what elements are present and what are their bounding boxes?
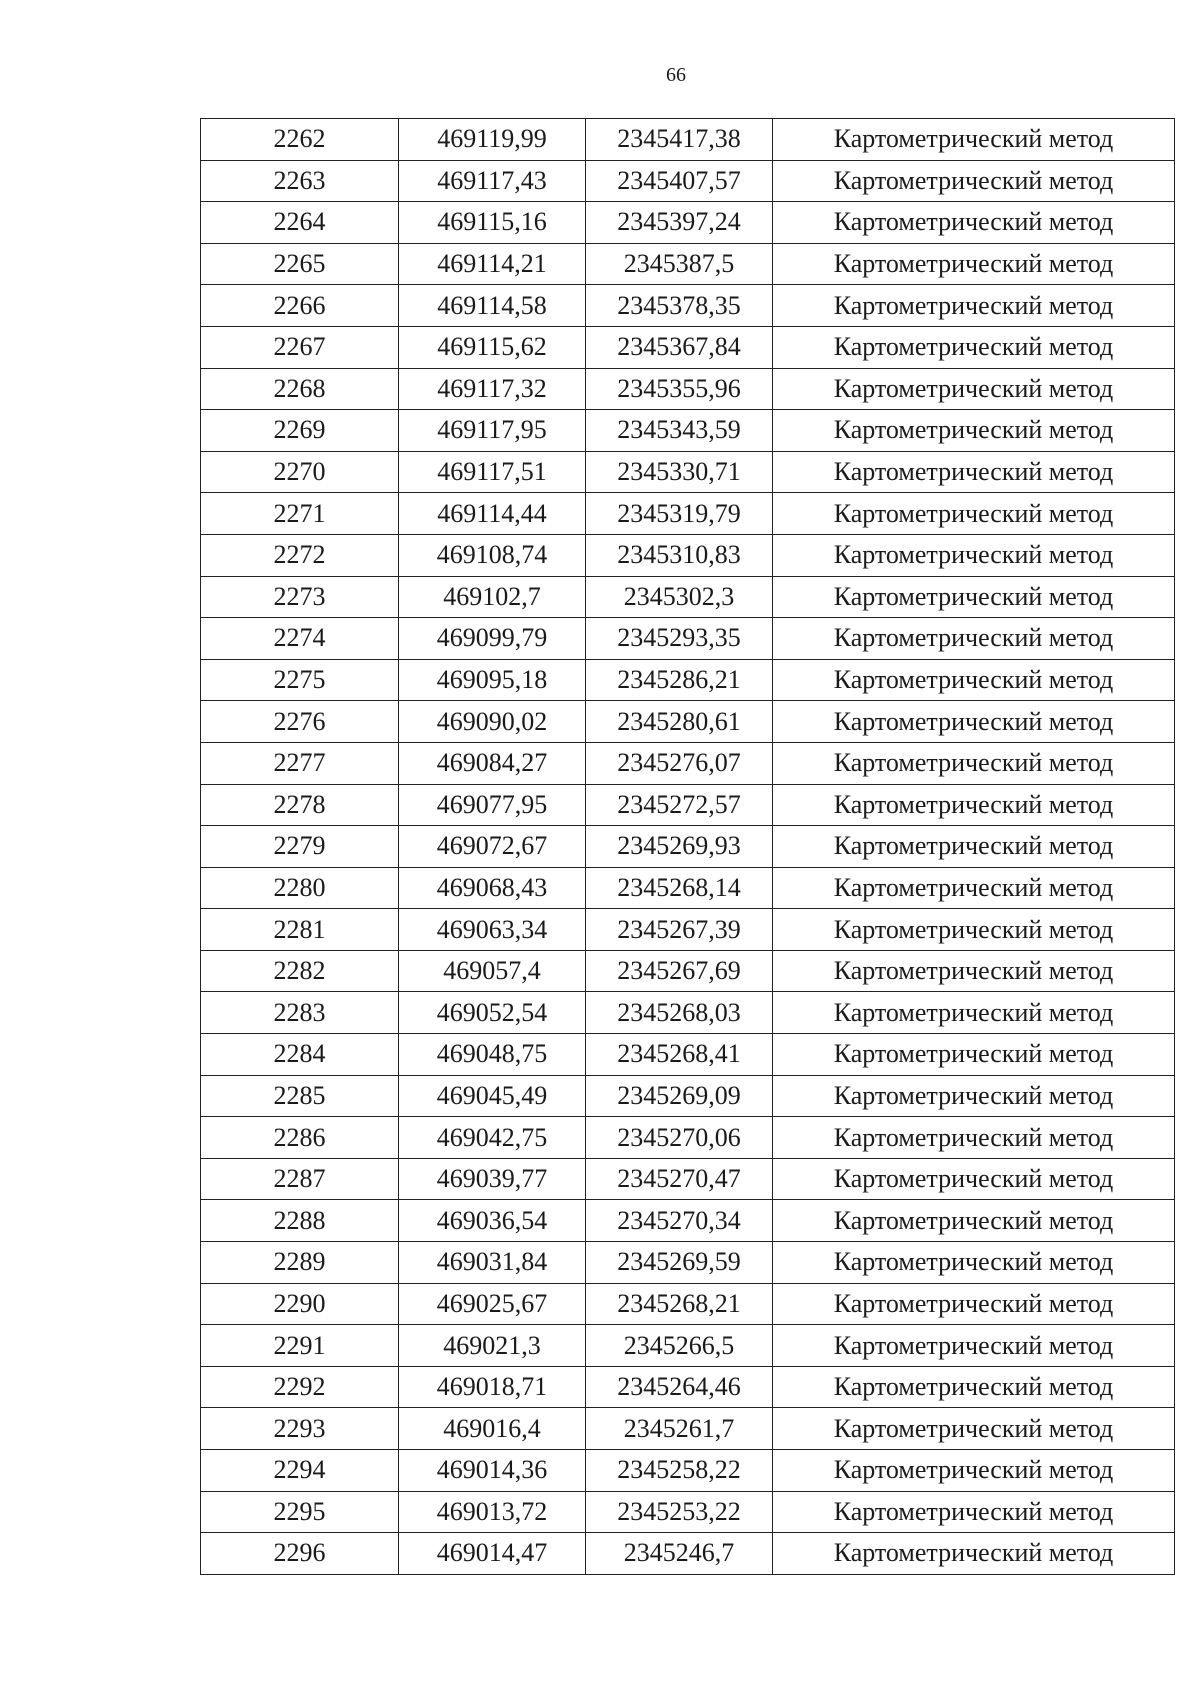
point-number-cell: 2281 — [201, 909, 399, 951]
y-coordinate-cell: 2345280,61 — [586, 701, 773, 743]
point-number-cell: 2296 — [201, 1533, 399, 1575]
x-coordinate-cell: 469117,43 — [399, 160, 586, 202]
y-coordinate-cell: 2345397,24 — [586, 202, 773, 244]
table-row — [201, 160, 1175, 202]
y-coordinate-cell: 2345253,22 — [586, 1491, 773, 1533]
y-coordinate-cell: 2345270,47 — [586, 1158, 773, 1200]
x-coordinate-cell: 469018,71 — [399, 1366, 586, 1408]
point-number-cell: 2276 — [201, 701, 399, 743]
x-coordinate-cell: 469108,74 — [399, 534, 586, 576]
x-coordinate-cell: 469039,77 — [399, 1158, 586, 1200]
table-row — [201, 1450, 1175, 1492]
point-number-cell: 2294 — [201, 1450, 399, 1492]
y-coordinate-cell: 2345264,46 — [586, 1366, 773, 1408]
method-cell: Картометрический метод — [773, 285, 1175, 327]
table-row — [201, 243, 1175, 285]
table-row — [201, 742, 1175, 784]
y-coordinate-cell: 2345417,38 — [586, 119, 773, 161]
x-coordinate-cell: 469045,49 — [399, 1075, 586, 1117]
table-row — [201, 451, 1175, 493]
x-coordinate-cell: 469013,72 — [399, 1491, 586, 1533]
table-row — [201, 410, 1175, 452]
table-row — [201, 1533, 1175, 1575]
table-row — [201, 1283, 1175, 1325]
y-coordinate-cell: 2345258,22 — [586, 1450, 773, 1492]
point-number-cell: 2280 — [201, 867, 399, 909]
y-coordinate-cell: 2345269,93 — [586, 826, 773, 868]
point-number-cell: 2291 — [201, 1325, 399, 1367]
x-coordinate-cell: 469114,58 — [399, 285, 586, 327]
y-coordinate-cell: 2345266,5 — [586, 1325, 773, 1367]
point-number-cell: 2279 — [201, 826, 399, 868]
y-coordinate-cell: 2345261,7 — [586, 1408, 773, 1450]
x-coordinate-cell: 469063,34 — [399, 909, 586, 951]
table-row — [201, 784, 1175, 826]
method-cell: Картометрический метод — [773, 1450, 1175, 1492]
table-row — [201, 326, 1175, 368]
y-coordinate-cell: 2345330,71 — [586, 451, 773, 493]
x-coordinate-cell: 469117,32 — [399, 368, 586, 410]
method-cell: Картометрический метод — [773, 992, 1175, 1034]
point-number-cell: 2284 — [201, 1034, 399, 1076]
point-number-cell: 2266 — [201, 285, 399, 327]
x-coordinate-cell: 469014,36 — [399, 1450, 586, 1492]
point-number-cell: 2272 — [201, 534, 399, 576]
method-cell: Картометрический метод — [773, 618, 1175, 660]
method-cell: Картометрический метод — [773, 1283, 1175, 1325]
y-coordinate-cell: 2345286,21 — [586, 659, 773, 701]
x-coordinate-cell: 469114,21 — [399, 243, 586, 285]
x-coordinate-cell: 469090,02 — [399, 701, 586, 743]
point-number-cell: 2283 — [201, 992, 399, 1034]
y-coordinate-cell: 2345293,35 — [586, 618, 773, 660]
x-coordinate-cell: 469115,62 — [399, 326, 586, 368]
table-row — [201, 867, 1175, 909]
table-row — [201, 701, 1175, 743]
method-cell: Картометрический метод — [773, 368, 1175, 410]
table-body — [201, 119, 1175, 1575]
method-cell: Картометрический метод — [773, 534, 1175, 576]
point-number-cell: 2273 — [201, 576, 399, 618]
x-coordinate-cell: 469014,47 — [399, 1533, 586, 1575]
point-number-cell: 2275 — [201, 659, 399, 701]
point-number-cell: 2290 — [201, 1283, 399, 1325]
point-number-cell: 2270 — [201, 451, 399, 493]
y-coordinate-cell: 2345319,79 — [586, 493, 773, 535]
point-number-cell: 2292 — [201, 1366, 399, 1408]
x-coordinate-cell: 469084,27 — [399, 742, 586, 784]
table-row — [201, 368, 1175, 410]
table-row — [201, 992, 1175, 1034]
y-coordinate-cell: 2345267,69 — [586, 950, 773, 992]
method-cell: Картометрический метод — [773, 1408, 1175, 1450]
y-coordinate-cell: 2345268,21 — [586, 1283, 773, 1325]
table-row — [201, 1366, 1175, 1408]
page-number: 66 — [666, 64, 686, 86]
point-number-cell: 2265 — [201, 243, 399, 285]
point-number-cell: 2271 — [201, 493, 399, 535]
x-coordinate-cell: 469102,7 — [399, 576, 586, 618]
method-cell: Картометрический метод — [773, 243, 1175, 285]
x-coordinate-cell: 469025,67 — [399, 1283, 586, 1325]
point-number-cell: 2269 — [201, 410, 399, 452]
method-cell: Картометрический метод — [773, 493, 1175, 535]
x-coordinate-cell: 469068,43 — [399, 867, 586, 909]
table-row — [201, 1034, 1175, 1076]
method-cell: Картометрический метод — [773, 1034, 1175, 1076]
y-coordinate-cell: 2345246,7 — [586, 1533, 773, 1575]
x-coordinate-cell: 469048,75 — [399, 1034, 586, 1076]
x-coordinate-cell: 469052,54 — [399, 992, 586, 1034]
y-coordinate-cell: 2345267,39 — [586, 909, 773, 951]
table-row — [201, 1075, 1175, 1117]
coordinates-table — [200, 118, 1175, 1575]
method-cell: Картометрический метод — [773, 659, 1175, 701]
point-number-cell: 2282 — [201, 950, 399, 992]
y-coordinate-cell: 2345269,09 — [586, 1075, 773, 1117]
table-row — [201, 576, 1175, 618]
table-row — [201, 1491, 1175, 1533]
point-number-cell: 2264 — [201, 202, 399, 244]
table-row — [201, 1158, 1175, 1200]
point-number-cell: 2274 — [201, 618, 399, 660]
method-cell: Картометрический метод — [773, 909, 1175, 951]
y-coordinate-cell: 2345355,96 — [586, 368, 773, 410]
y-coordinate-cell: 2345268,03 — [586, 992, 773, 1034]
y-coordinate-cell: 2345302,3 — [586, 576, 773, 618]
x-coordinate-cell: 469072,67 — [399, 826, 586, 868]
y-coordinate-cell: 2345310,83 — [586, 534, 773, 576]
method-cell: Картометрический метод — [773, 950, 1175, 992]
method-cell: Картометрический метод — [773, 1200, 1175, 1242]
point-number-cell: 2288 — [201, 1200, 399, 1242]
method-cell: Картометрический метод — [773, 1117, 1175, 1159]
x-coordinate-cell: 469117,95 — [399, 410, 586, 452]
method-cell: Картометрический метод — [773, 701, 1175, 743]
y-coordinate-cell: 2345272,57 — [586, 784, 773, 826]
point-number-cell: 2293 — [201, 1408, 399, 1450]
x-coordinate-cell: 469117,51 — [399, 451, 586, 493]
x-coordinate-cell: 469042,75 — [399, 1117, 586, 1159]
method-cell: Картометрический метод — [773, 1075, 1175, 1117]
method-cell: Картометрический метод — [773, 1242, 1175, 1284]
method-cell: Картометрический метод — [773, 326, 1175, 368]
table-row — [201, 826, 1175, 868]
table-row — [201, 202, 1175, 244]
y-coordinate-cell: 2345367,84 — [586, 326, 773, 368]
y-coordinate-cell: 2345268,14 — [586, 867, 773, 909]
table-row — [201, 950, 1175, 992]
method-cell: Картометрический метод — [773, 1533, 1175, 1575]
method-cell: Картометрический метод — [773, 742, 1175, 784]
y-coordinate-cell: 2345276,07 — [586, 742, 773, 784]
method-cell: Картометрический метод — [773, 410, 1175, 452]
table-row — [201, 534, 1175, 576]
x-coordinate-cell: 469115,16 — [399, 202, 586, 244]
table-row — [201, 1242, 1175, 1284]
table-row — [201, 285, 1175, 327]
y-coordinate-cell: 2345378,35 — [586, 285, 773, 327]
y-coordinate-cell: 2345269,59 — [586, 1242, 773, 1284]
y-coordinate-cell: 2345268,41 — [586, 1034, 773, 1076]
x-coordinate-cell: 469095,18 — [399, 659, 586, 701]
point-number-cell: 2277 — [201, 742, 399, 784]
point-number-cell: 2286 — [201, 1117, 399, 1159]
method-cell: Картометрический метод — [773, 451, 1175, 493]
method-cell: Картометрический метод — [773, 1158, 1175, 1200]
method-cell: Картометрический метод — [773, 202, 1175, 244]
x-coordinate-cell: 469016,4 — [399, 1408, 586, 1450]
x-coordinate-cell: 469099,79 — [399, 618, 586, 660]
x-coordinate-cell: 469057,4 — [399, 950, 586, 992]
method-cell: Картометрический метод — [773, 826, 1175, 868]
method-cell: Картометрический метод — [773, 160, 1175, 202]
method-cell: Картометрический метод — [773, 576, 1175, 618]
x-coordinate-cell: 469036,54 — [399, 1200, 586, 1242]
table-row — [201, 1325, 1175, 1367]
y-coordinate-cell: 2345270,34 — [586, 1200, 773, 1242]
y-coordinate-cell: 2345343,59 — [586, 410, 773, 452]
table-row — [201, 1408, 1175, 1450]
point-number-cell: 2295 — [201, 1491, 399, 1533]
x-coordinate-cell: 469114,44 — [399, 493, 586, 535]
method-cell: Картометрический метод — [773, 1366, 1175, 1408]
point-number-cell: 2262 — [201, 119, 399, 161]
y-coordinate-cell: 2345407,57 — [586, 160, 773, 202]
point-number-cell: 2278 — [201, 784, 399, 826]
method-cell: Картометрический метод — [773, 1325, 1175, 1367]
point-number-cell: 2287 — [201, 1158, 399, 1200]
table-row — [201, 119, 1175, 161]
method-cell: Картометрический метод — [773, 867, 1175, 909]
x-coordinate-cell: 469119,99 — [399, 119, 586, 161]
table-row — [201, 909, 1175, 951]
point-number-cell: 2289 — [201, 1242, 399, 1284]
method-cell: Картометрический метод — [773, 119, 1175, 161]
table-row — [201, 659, 1175, 701]
y-coordinate-cell: 2345387,5 — [586, 243, 773, 285]
y-coordinate-cell: 2345270,06 — [586, 1117, 773, 1159]
point-number-cell: 2267 — [201, 326, 399, 368]
point-number-cell: 2285 — [201, 1075, 399, 1117]
x-coordinate-cell: 469021,3 — [399, 1325, 586, 1367]
table-row — [201, 493, 1175, 535]
point-number-cell: 2268 — [201, 368, 399, 410]
table-row — [201, 1117, 1175, 1159]
method-cell: Картометрический метод — [773, 1491, 1175, 1533]
x-coordinate-cell: 469077,95 — [399, 784, 586, 826]
table-row — [201, 1200, 1175, 1242]
method-cell: Картометрический метод — [773, 784, 1175, 826]
table-row — [201, 618, 1175, 660]
point-number-cell: 2263 — [201, 160, 399, 202]
x-coordinate-cell: 469031,84 — [399, 1242, 586, 1284]
